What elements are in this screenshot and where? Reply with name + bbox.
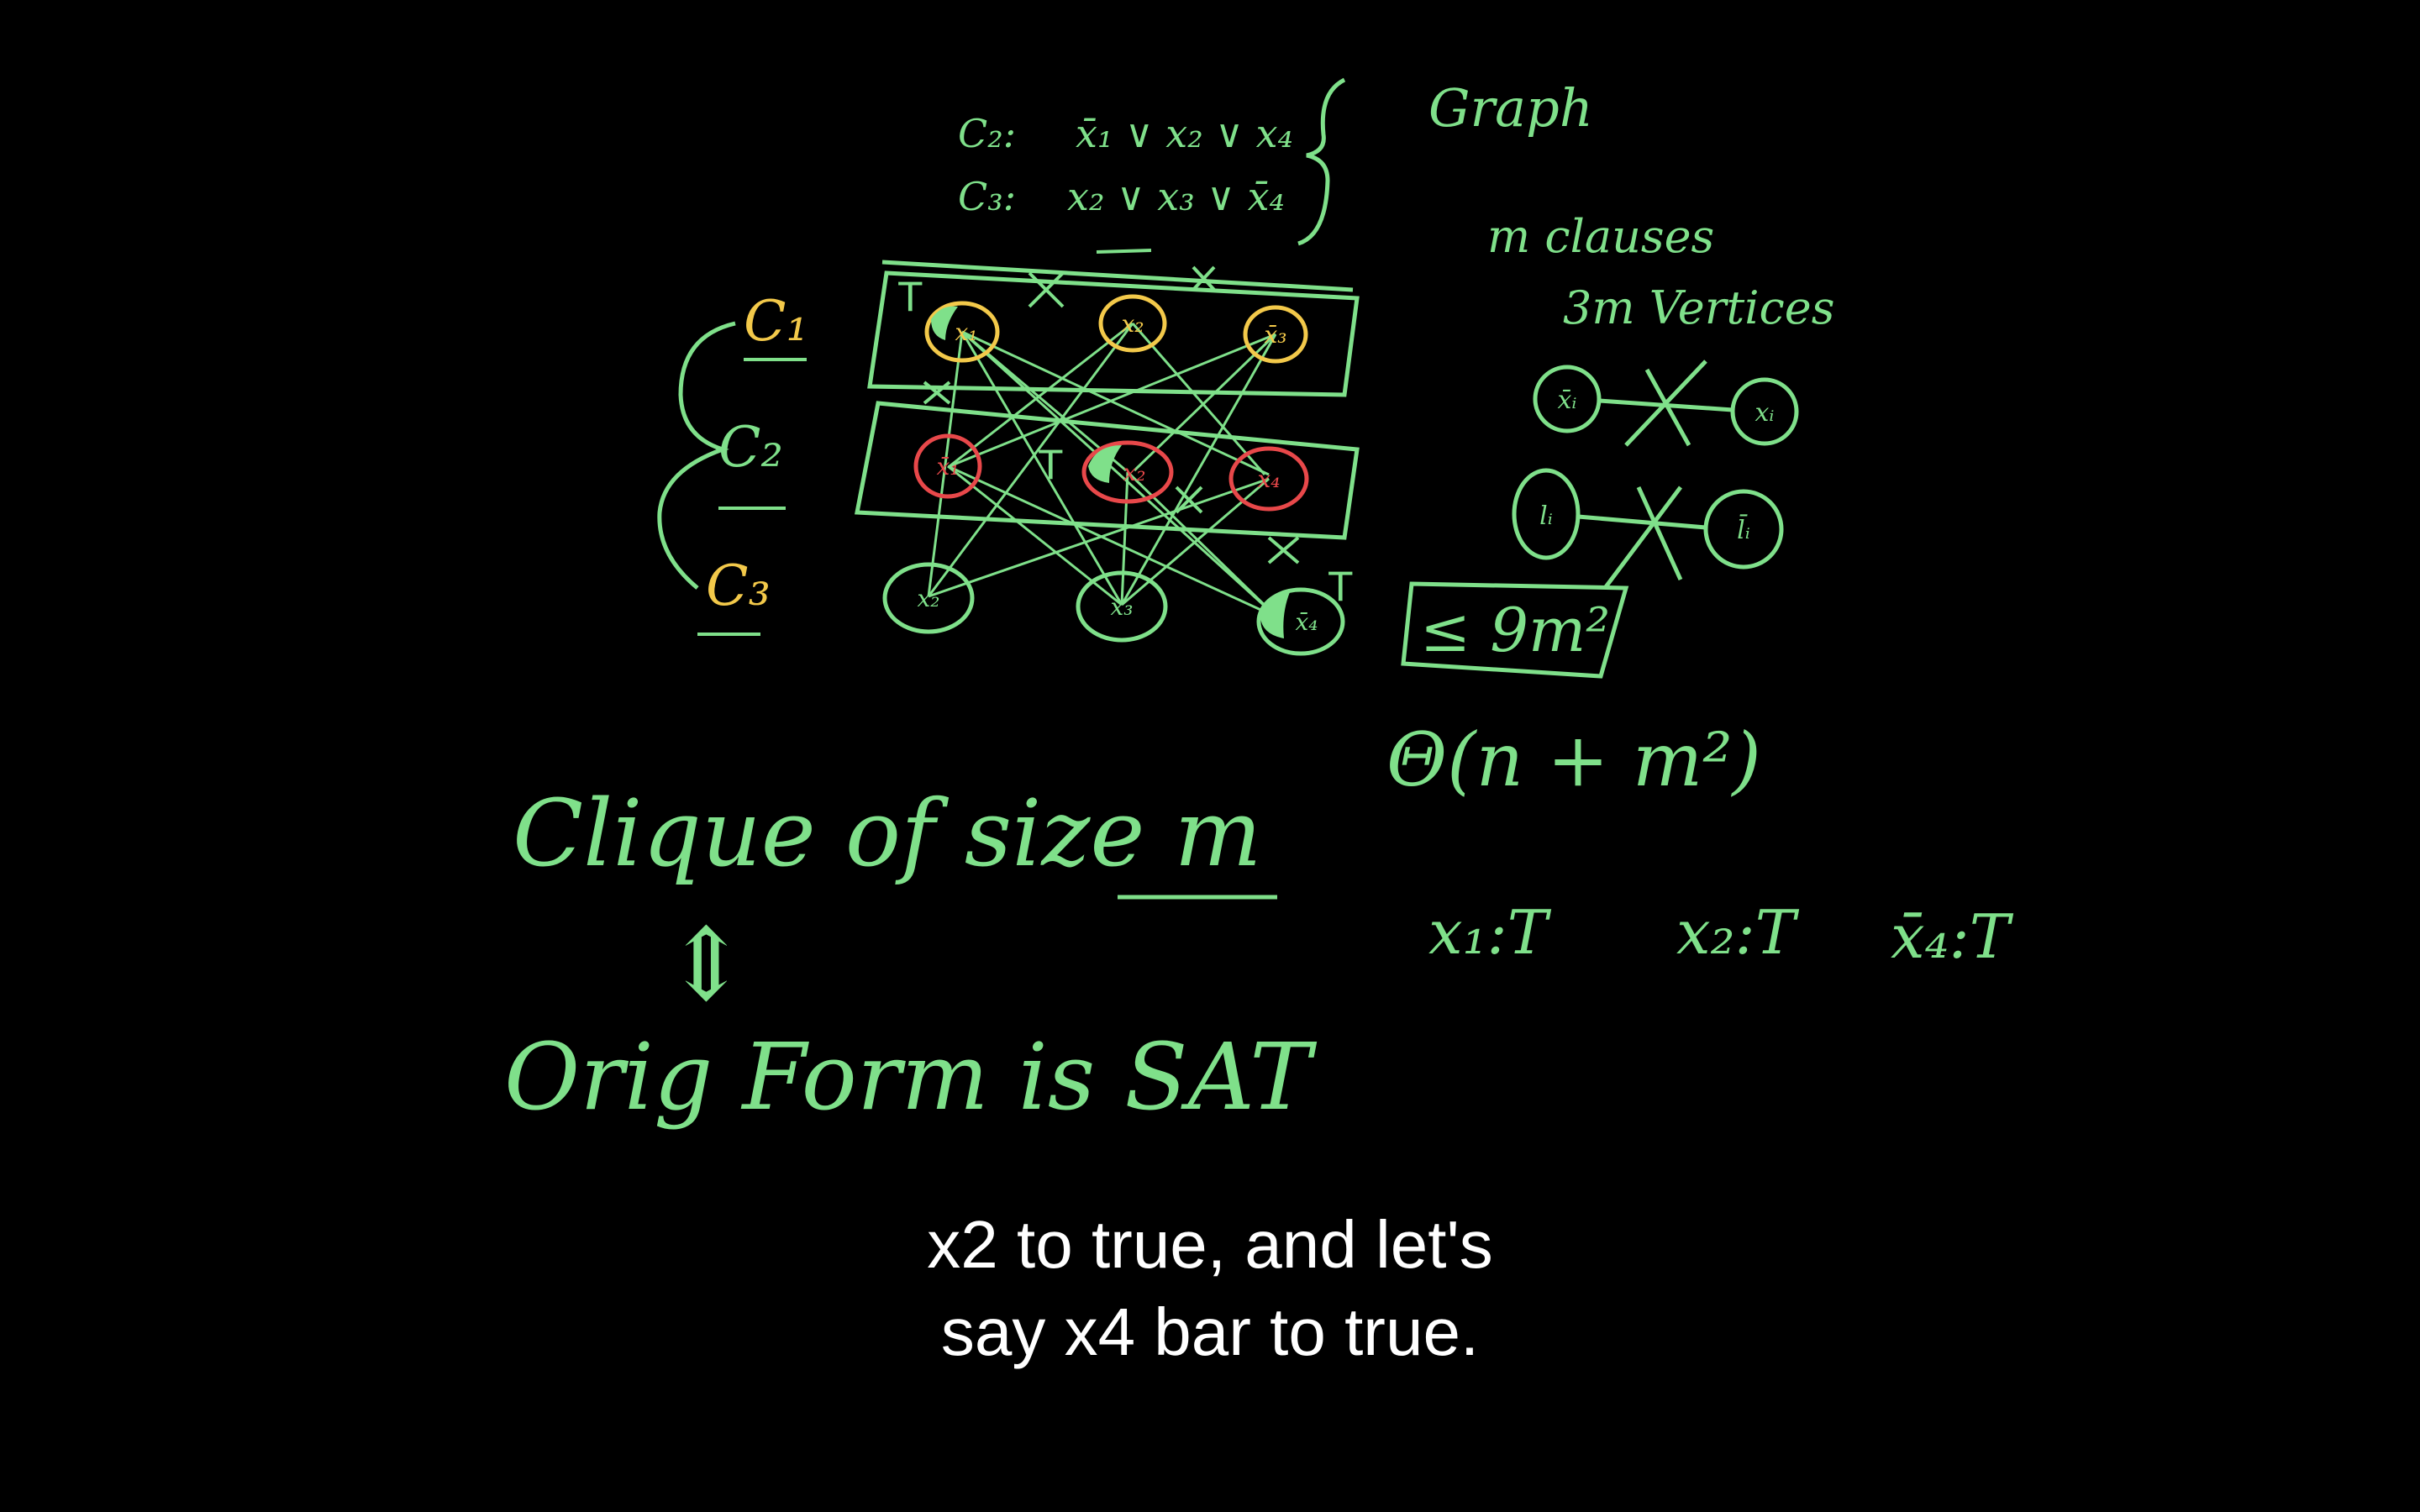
pair-b-edge — [1578, 517, 1706, 528]
clause-c2-label: C₂: — [958, 111, 1017, 156]
assignments — [1428, 897, 2014, 972]
pair-b-cross-1 — [1605, 487, 1681, 588]
side-notes — [1386, 210, 1834, 803]
clause-c2-formula: x̄₁ ∨ x₂ ∨ x₄ — [1076, 111, 1293, 156]
subtitle — [0, 1201, 2420, 1376]
node-c1-x2-label: x₂ — [1121, 310, 1144, 338]
row-label-c2: C₂ — [718, 415, 783, 480]
complexity-note: Θ(n + m²) — [1386, 717, 1761, 803]
equivalence-arrow: ⇕ — [664, 907, 749, 1024]
cross-mark — [1097, 250, 1151, 252]
node-c3-x4bar-fill — [1260, 592, 1290, 638]
complement-pairs — [1514, 361, 1797, 588]
clause-c3-label: C₃: — [958, 174, 1017, 219]
m-clauses-note: m clauses — [1487, 210, 1715, 263]
subtitle-line-2: say x4 bar to true. — [940, 1294, 1480, 1369]
true-mark-c3: T — [1328, 563, 1354, 610]
true-mark-c1: T — [897, 273, 923, 320]
graph-note: Graph — [1428, 77, 1593, 139]
equivalence — [504, 780, 1318, 1131]
cross-marks — [924, 250, 1298, 563]
clause-c3-formula: x₂ ∨ x₃ ∨ x̄₄ — [1067, 174, 1285, 219]
true-mark-c2: T — [1038, 441, 1064, 488]
pair-a-left-label: x̄ᵢ — [1557, 386, 1577, 415]
node-c3-x4bar-label: x̄₄ — [1295, 608, 1318, 636]
row-label-c3: C₃ — [706, 554, 771, 618]
clique-statement: Clique of size m — [513, 780, 1262, 887]
vertices-note: 3m Vertices — [1563, 281, 1835, 334]
assignment-x4bar: x̄₄:T — [1891, 901, 2010, 972]
pair-b-right-label: l̄ᵢ — [1737, 516, 1750, 545]
graph-edge — [1122, 472, 1128, 605]
pair-b-left-label: lᵢ — [1539, 501, 1553, 531]
node-c3-x3-label: x₃ — [1110, 593, 1134, 621]
sat-statement: Orig Form is SAT — [504, 1023, 1312, 1131]
node-c2-x4-label: x₄ — [1257, 465, 1281, 493]
subtitle-line-1: x2 to true, and let's — [927, 1207, 1493, 1282]
row-labels — [706, 289, 808, 618]
graph-edge — [1128, 472, 1277, 617]
pair-a-right-label: xᵢ — [1754, 398, 1775, 428]
clause-list — [958, 111, 1293, 219]
node-c1-x1-label: x₁ — [955, 318, 978, 346]
assignment-x2: x₂:T — [1676, 897, 1796, 968]
assignment-x1: x₁:T — [1428, 897, 1548, 968]
node-c3-x2-label: x₂ — [917, 585, 940, 612]
node-c2-x2-label: x₂ — [1123, 459, 1146, 486]
edge-bound-note: ≤ 9m² — [1420, 595, 1611, 665]
clause-brace — [1298, 80, 1344, 244]
node-c2-x1bar-label: x̄₁ — [936, 453, 960, 480]
row-label-c1: C₁ — [744, 289, 808, 354]
node-c1-x3bar-label: x̄₃ — [1264, 321, 1287, 349]
